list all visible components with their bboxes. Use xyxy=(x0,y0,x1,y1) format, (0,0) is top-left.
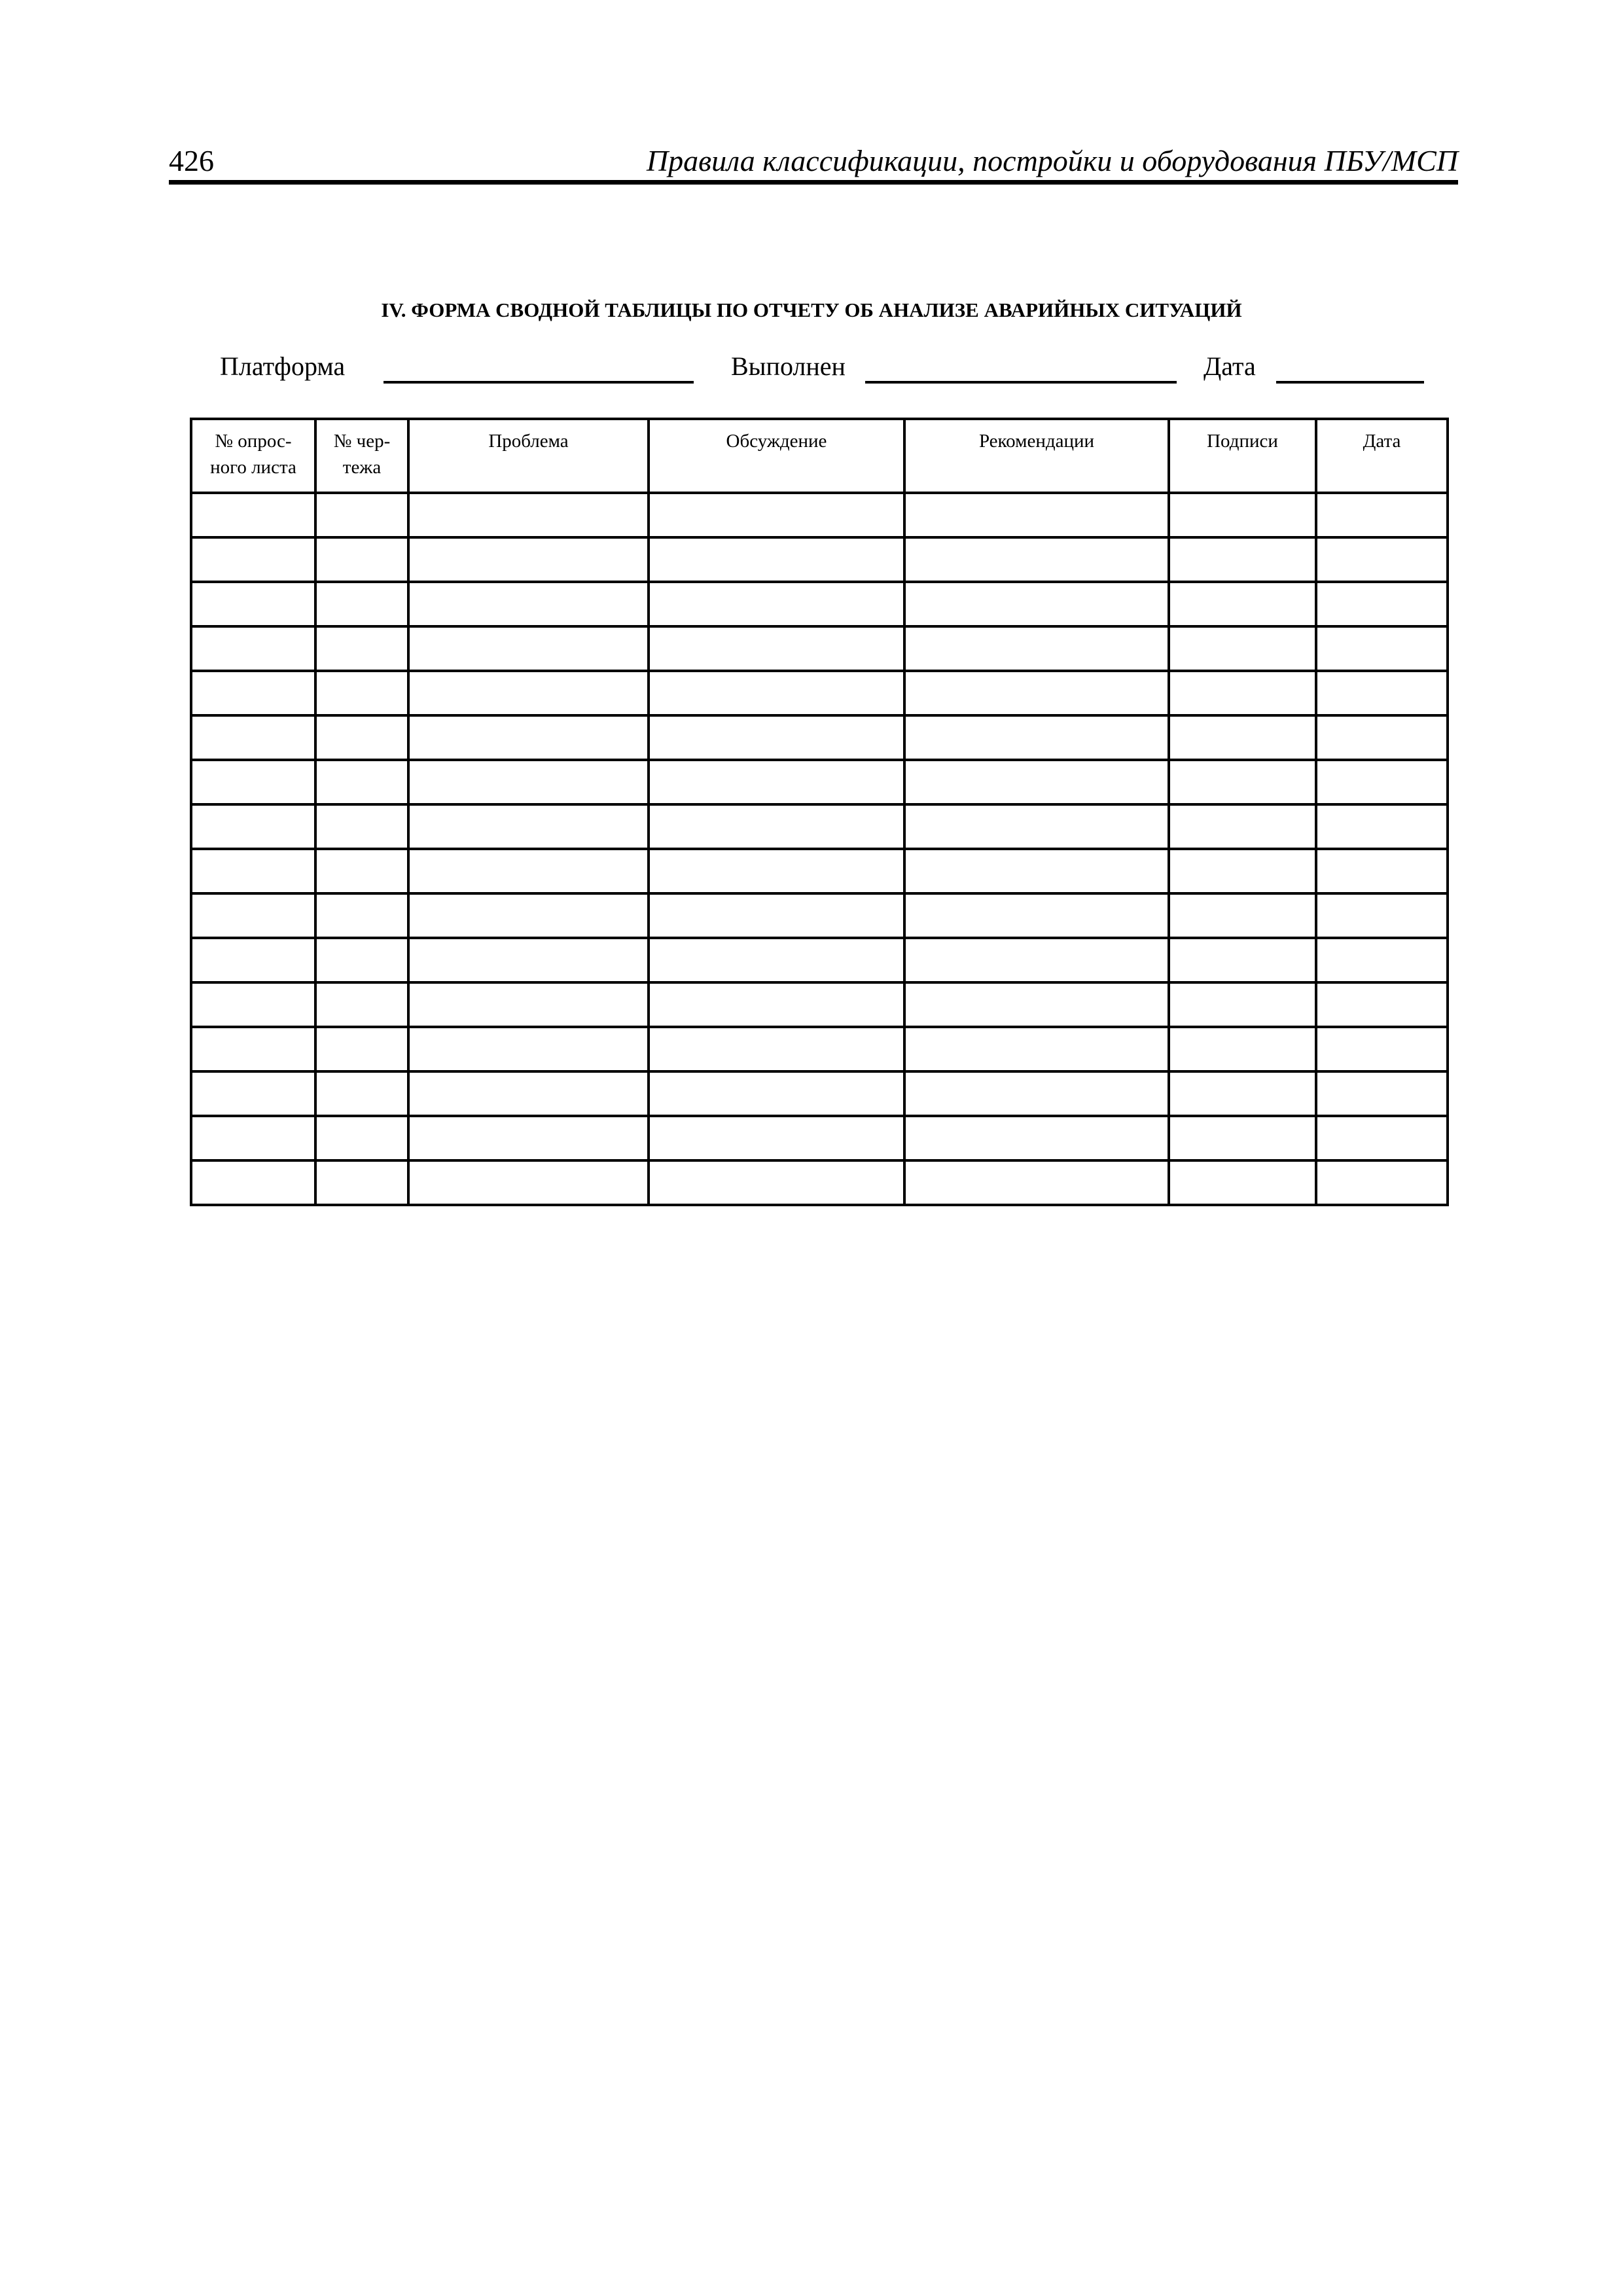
table-cell[interactable] xyxy=(904,1027,1169,1071)
table-cell[interactable] xyxy=(649,671,904,715)
col-header-line: Проблема xyxy=(488,431,569,452)
table-cell[interactable] xyxy=(315,849,408,893)
table-cell[interactable] xyxy=(191,537,315,582)
table-cell[interactable] xyxy=(904,671,1169,715)
date-label: Дата xyxy=(1204,351,1256,381)
table-cell[interactable] xyxy=(1316,582,1448,626)
table-cell[interactable] xyxy=(904,1071,1169,1116)
table-cell[interactable] xyxy=(649,493,904,537)
table-cell[interactable] xyxy=(1169,938,1316,982)
table-cell[interactable] xyxy=(191,1116,315,1160)
table-cell[interactable] xyxy=(408,537,649,582)
table-cell[interactable] xyxy=(649,537,904,582)
platform-field[interactable] xyxy=(383,381,694,384)
table-row xyxy=(191,804,1448,849)
table-cell[interactable] xyxy=(1316,1116,1448,1160)
table-cell[interactable] xyxy=(1169,537,1316,582)
table-cell[interactable] xyxy=(1169,804,1316,849)
performed-field[interactable] xyxy=(865,381,1177,384)
table-cell[interactable] xyxy=(315,804,408,849)
table-cell[interactable] xyxy=(649,849,904,893)
table-cell[interactable] xyxy=(649,715,904,760)
table-cell[interactable] xyxy=(649,626,904,671)
table-cell[interactable] xyxy=(408,1071,649,1116)
table-row xyxy=(191,849,1448,893)
table-cell[interactable] xyxy=(315,1071,408,1116)
table-cell[interactable] xyxy=(904,893,1169,938)
section-title: IV. ФОРМА СВОДНОЙ ТАБЛИЦЫ ПО ОТЧЕТУ ОБ АНАЛИЗЕ АВАРИЙНЫХ СИТУАЦИЙ xyxy=(381,298,1242,321)
table-row xyxy=(191,938,1448,982)
table-cell[interactable] xyxy=(649,1160,904,1205)
table-cell[interactable] xyxy=(315,760,408,804)
table-cell[interactable] xyxy=(649,1027,904,1071)
table-row xyxy=(191,1160,1448,1205)
table-cell[interactable] xyxy=(408,671,649,715)
table-cell[interactable] xyxy=(1316,804,1448,849)
table-row xyxy=(191,626,1448,671)
table-cell[interactable] xyxy=(1316,493,1448,537)
table-cell[interactable] xyxy=(1316,537,1448,582)
table-cell[interactable] xyxy=(1316,1160,1448,1205)
table-cell[interactable] xyxy=(1316,671,1448,715)
table-cell[interactable] xyxy=(408,626,649,671)
date-field[interactable] xyxy=(1276,381,1424,384)
table-cell[interactable] xyxy=(315,1116,408,1160)
table-cell[interactable] xyxy=(191,671,315,715)
col-header-drawing-no xyxy=(315,419,408,493)
table-cell[interactable] xyxy=(1169,493,1316,537)
table-row xyxy=(191,493,1448,537)
table-cell[interactable] xyxy=(191,804,315,849)
col-header-date xyxy=(1316,419,1448,493)
table-cell[interactable] xyxy=(408,760,649,804)
table-cell[interactable] xyxy=(649,760,904,804)
col-header-line: Обсуждение xyxy=(726,431,827,452)
table-cell[interactable] xyxy=(649,1071,904,1116)
table-cell[interactable] xyxy=(1169,626,1316,671)
table-cell[interactable] xyxy=(1169,582,1316,626)
table-cell[interactable] xyxy=(1169,1027,1316,1071)
table-cell[interactable] xyxy=(904,1116,1169,1160)
table-cell[interactable] xyxy=(649,1116,904,1160)
table-header-row xyxy=(191,419,1448,493)
table-cell[interactable] xyxy=(315,493,408,537)
col-header-discussion xyxy=(649,419,904,493)
table-cell[interactable] xyxy=(191,626,315,671)
col-header-line: Рекомендации xyxy=(978,431,1095,452)
table-cell[interactable] xyxy=(408,493,649,537)
table-cell[interactable] xyxy=(1169,893,1316,938)
summary-table-wrapper xyxy=(190,418,1446,1206)
table-cell[interactable] xyxy=(1316,626,1448,671)
table-cell[interactable] xyxy=(191,1027,315,1071)
table-cell[interactable] xyxy=(1316,849,1448,893)
table-cell[interactable] xyxy=(315,671,408,715)
table-cell[interactable] xyxy=(191,849,315,893)
table-cell[interactable] xyxy=(1169,982,1316,1027)
running-title: Правила классификации, постройки и оборудования ПБУ/МСП xyxy=(646,144,1458,177)
table-row xyxy=(191,982,1448,1027)
table-cell[interactable] xyxy=(649,893,904,938)
table-cell[interactable] xyxy=(1316,1027,1448,1071)
table-cell[interactable] xyxy=(315,1027,408,1071)
table-cell[interactable] xyxy=(904,1160,1169,1205)
table-cell[interactable] xyxy=(904,493,1169,537)
col-header-line: Дата xyxy=(1363,431,1401,452)
table-cell[interactable] xyxy=(1169,1071,1316,1116)
table-row xyxy=(191,893,1448,938)
table-cell[interactable] xyxy=(315,1160,408,1205)
table-cell[interactable] xyxy=(649,804,904,849)
table-cell[interactable] xyxy=(315,715,408,760)
table-row xyxy=(191,760,1448,804)
table-cell[interactable] xyxy=(191,493,315,537)
table-cell[interactable] xyxy=(408,804,649,849)
table-cell[interactable] xyxy=(1169,760,1316,804)
table-cell[interactable] xyxy=(904,760,1169,804)
table-cell[interactable] xyxy=(1316,893,1448,938)
table-cell[interactable] xyxy=(1316,760,1448,804)
table-cell[interactable] xyxy=(904,715,1169,760)
table-cell[interactable] xyxy=(408,938,649,982)
table-cell[interactable] xyxy=(1169,715,1316,760)
table-cell[interactable] xyxy=(315,938,408,982)
table-cell[interactable] xyxy=(191,893,315,938)
table-row xyxy=(191,1116,1448,1160)
table-cell[interactable] xyxy=(649,582,904,626)
col-header-line: № чер- xyxy=(333,431,391,452)
table-cell[interactable] xyxy=(904,938,1169,982)
table-cell[interactable] xyxy=(904,582,1169,626)
table-cell[interactable] xyxy=(1169,1160,1316,1205)
table-cell[interactable] xyxy=(1316,938,1448,982)
table-cell[interactable] xyxy=(408,1160,649,1205)
table-body xyxy=(191,493,1448,1205)
table-cell[interactable] xyxy=(1169,671,1316,715)
performed-label: Выполнен xyxy=(731,351,846,381)
table-row xyxy=(191,1027,1448,1071)
table-cell[interactable] xyxy=(1169,1116,1316,1160)
page-number: 426 xyxy=(169,144,214,177)
table-cell[interactable] xyxy=(904,537,1169,582)
table-cell[interactable] xyxy=(191,1160,315,1205)
running-header xyxy=(169,134,1458,185)
table-row xyxy=(191,1071,1448,1116)
table-cell[interactable] xyxy=(191,938,315,982)
table-cell[interactable] xyxy=(904,982,1169,1027)
col-header-recommendations xyxy=(904,419,1169,493)
table-cell[interactable] xyxy=(408,849,649,893)
table-cell[interactable] xyxy=(904,626,1169,671)
table-cell[interactable] xyxy=(315,537,408,582)
platform-label: Платформа xyxy=(220,351,346,381)
col-header-questionnaire-no xyxy=(191,419,315,493)
col-header-line: ного листа xyxy=(210,457,296,478)
table-cell[interactable] xyxy=(191,1071,315,1116)
table-cell[interactable] xyxy=(649,938,904,982)
table-cell[interactable] xyxy=(315,982,408,1027)
table-cell[interactable] xyxy=(904,849,1169,893)
col-header-signatures xyxy=(1169,419,1316,493)
table-cell[interactable] xyxy=(191,715,315,760)
table-cell[interactable] xyxy=(408,715,649,760)
table-cell[interactable] xyxy=(408,582,649,626)
table-cell[interactable] xyxy=(1169,849,1316,893)
table-cell[interactable] xyxy=(408,1027,649,1071)
table-cell[interactable] xyxy=(408,893,649,938)
col-header-line: Подписи xyxy=(1207,431,1278,452)
table-row xyxy=(191,715,1448,760)
table-row xyxy=(191,582,1448,626)
table-cell[interactable] xyxy=(1316,715,1448,760)
table-row xyxy=(191,537,1448,582)
table-cell[interactable] xyxy=(649,982,904,1027)
table-cell[interactable] xyxy=(408,1116,649,1160)
col-header-line: тежа xyxy=(342,457,382,478)
table-row xyxy=(191,671,1448,715)
table-cell[interactable] xyxy=(315,582,408,626)
col-header-line: № опрос- xyxy=(215,431,292,452)
table-cell[interactable] xyxy=(315,626,408,671)
col-header-problem xyxy=(408,419,649,493)
table-cell[interactable] xyxy=(191,760,315,804)
table-cell[interactable] xyxy=(191,582,315,626)
table-cell[interactable] xyxy=(1316,1071,1448,1116)
table-cell[interactable] xyxy=(904,804,1169,849)
table-cell[interactable] xyxy=(315,893,408,938)
table-cell[interactable] xyxy=(191,982,315,1027)
table-cell[interactable] xyxy=(408,982,649,1027)
table-cell[interactable] xyxy=(1316,982,1448,1027)
summary-table xyxy=(190,418,1449,1206)
